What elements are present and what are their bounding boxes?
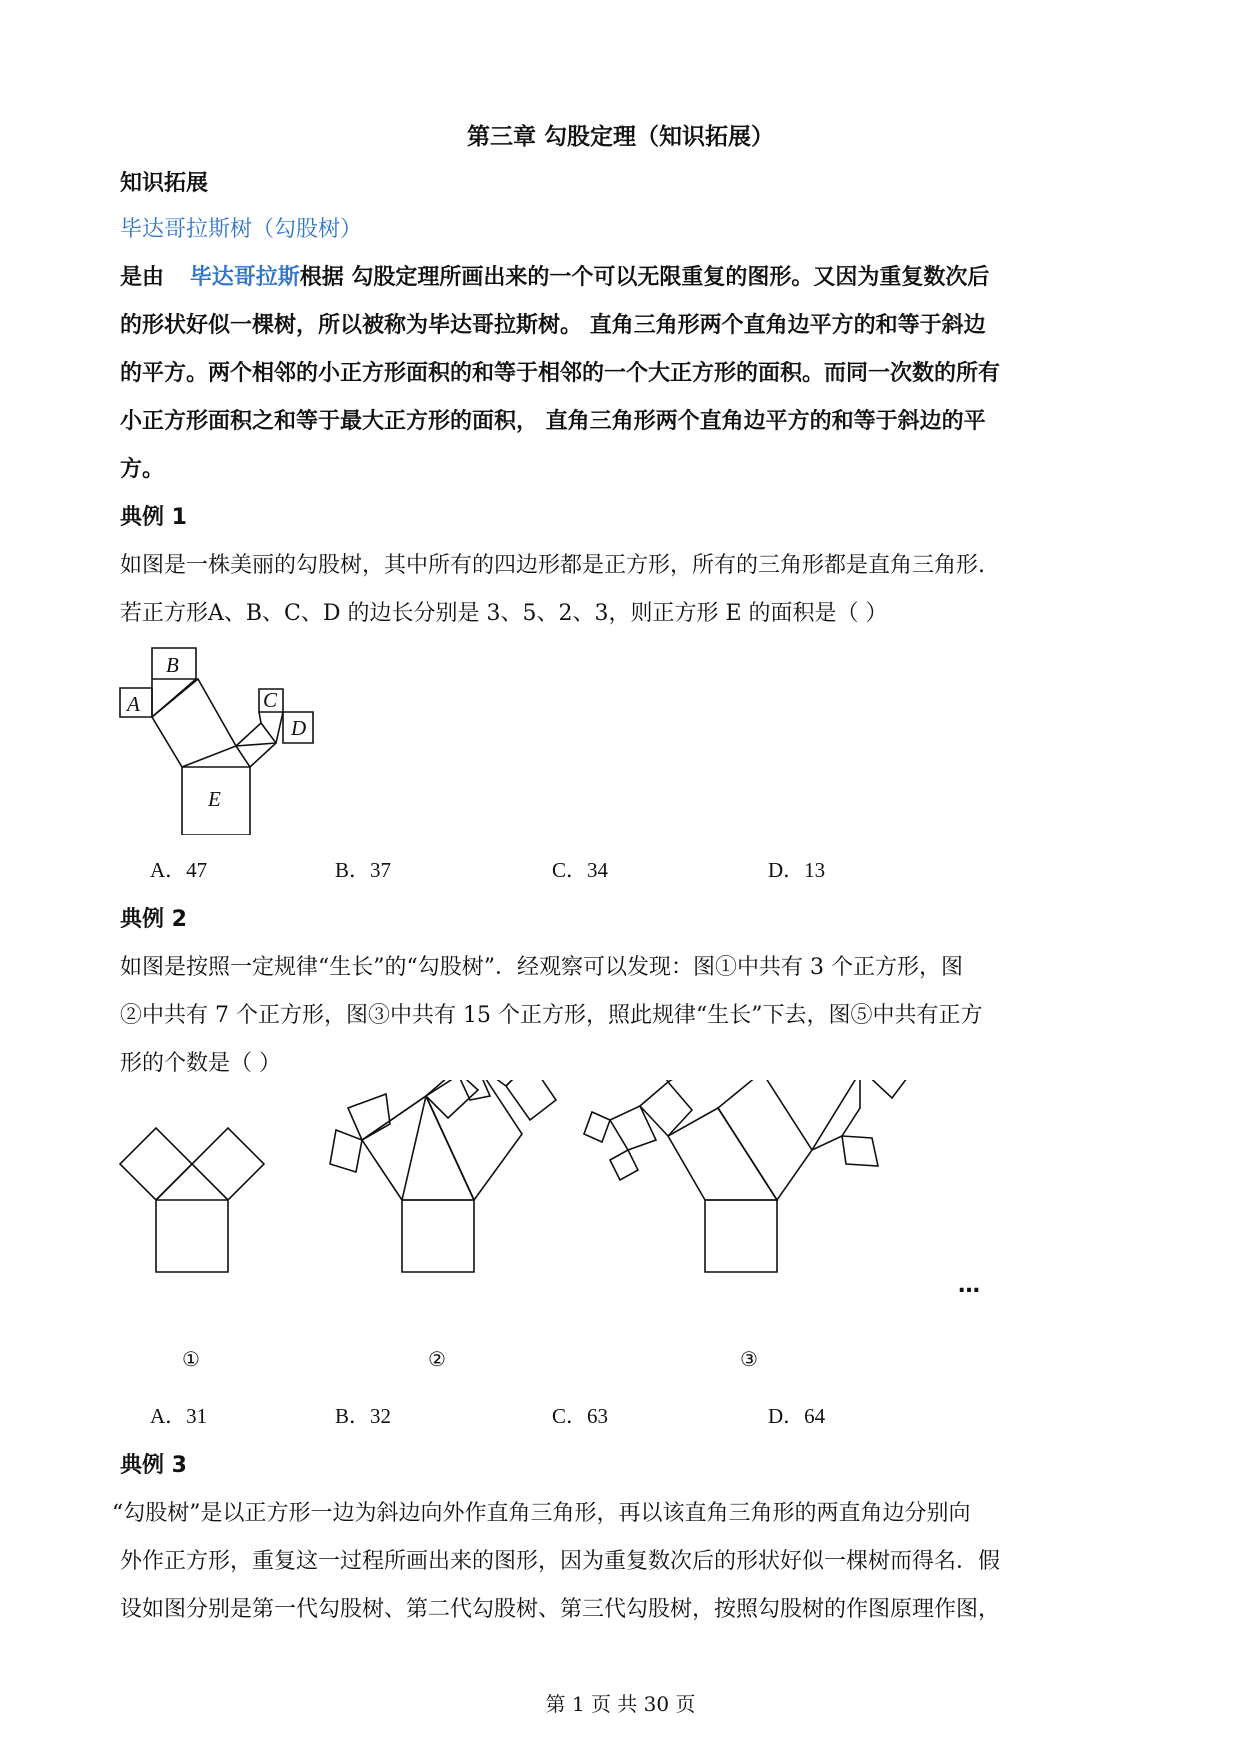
intro-prefix: 是由 [120,265,165,290]
intro-line-3: 的平方。两个相邻的小正方形面积的和等于相邻的一个大正方形的面积。而同一次数的所有 [120,361,1001,386]
example1-choice-a[interactable]: A．47 [150,858,208,882]
example2-figures [110,1080,990,1380]
pythagoras-name: 毕达哥拉斯 [189,265,300,290]
triangle-edge [236,743,276,746]
label-c: C [263,688,278,712]
example2-line-1: 如图是按照一定规律“生长”的“勾股树”．经观察可以发现：图①中共有 3 个正方形，图 [120,955,963,980]
figure-label-2: ② [428,1347,446,1371]
triangle-edge [276,712,283,743]
example1-figure [110,630,330,835]
intro-line-1 [120,260,989,291]
topic-heading: 毕达哥拉斯树（勾股树） [120,217,363,242]
example2-choice-a[interactable]: A．31 [150,1404,208,1428]
figure-label-1: ① [182,1347,200,1371]
triangle-edge [152,679,196,717]
label-a: A [127,692,140,716]
example2-heading: 典例 2 [120,907,187,932]
tree-figure-2 [330,1080,556,1272]
example1-line-1: 如图是一株美丽的勾股树，其中所有的四边形都是正方形，所有的三角形都是直角三角形. [120,553,985,578]
example2-choice-c[interactable]: C．63 [552,1404,609,1428]
example2-line-3: 形的个数是（ ） [120,1051,281,1076]
label-d: D [291,716,307,740]
example1-choice-c[interactable]: C．34 [552,858,609,882]
example2-choice-d[interactable]: D．64 [768,1404,826,1428]
example1-line-2: 若正方形A、B、C、D 的边长分别是 3、5、2、3，则正方形 E 的面积是（ ） [120,601,888,626]
example1-choice-d[interactable]: D．13 [768,858,826,882]
example2-line-2: ②中共有 7 个正方形，图③中共有 15 个正方形，照此规律“生长”下去，图⑤中共有正方 [120,1003,983,1028]
square-large-left [152,679,236,767]
ellipsis: … [958,1273,980,1298]
tree-figure-3 [584,1080,910,1272]
intro-line-4: 小正方形面积之和等于最大正方形的面积， 直角三角形两个直角边平方的和等于斜边的平 [120,409,986,434]
example1-choice-b[interactable]: B．37 [335,858,392,882]
label-b: B [166,653,179,677]
intro-line-2: 的形状好似一棵树，所以被称为毕达哥拉斯树。 直角三角形两个直角边平方的和等于斜边 [120,313,986,338]
example3-line-2: 外作正方形，重复这一过程所画出来的图形，因为重复数次后的形状好似一棵树而得名．假 [120,1549,1001,1574]
example3-line-1: “勾股树”是以正方形一边为斜边向外作直角三角形，再以该直角三角形的两直角边分别向 [112,1501,971,1526]
example1-heading: 典例 1 [120,505,187,530]
section-heading: 知识拓展 [120,171,209,196]
triangle-edge [259,712,261,723]
page-title: 第三章 勾股定理（知识拓展） [466,124,774,150]
example2-choice-b[interactable]: B．32 [335,1404,392,1428]
tree-figure-1 [120,1128,264,1272]
figure-label-3: ③ [740,1347,758,1371]
intro-line-5: 方。 [120,457,165,482]
example3-line-3: 设如图分别是第一代勾股树、第二代勾股树、第三代勾股树，按照勾股树的作图原理作图， [120,1597,1001,1622]
example3-heading: 典例 3 [120,1453,187,1478]
page-footer: 第 1 页 共 30 页 [545,1692,696,1716]
label-e: E [208,787,221,811]
intro-line-1-rest: 根据 勾股定理所画出来的一个可以无限重复的图形。又因为重复数次后 [299,265,990,290]
